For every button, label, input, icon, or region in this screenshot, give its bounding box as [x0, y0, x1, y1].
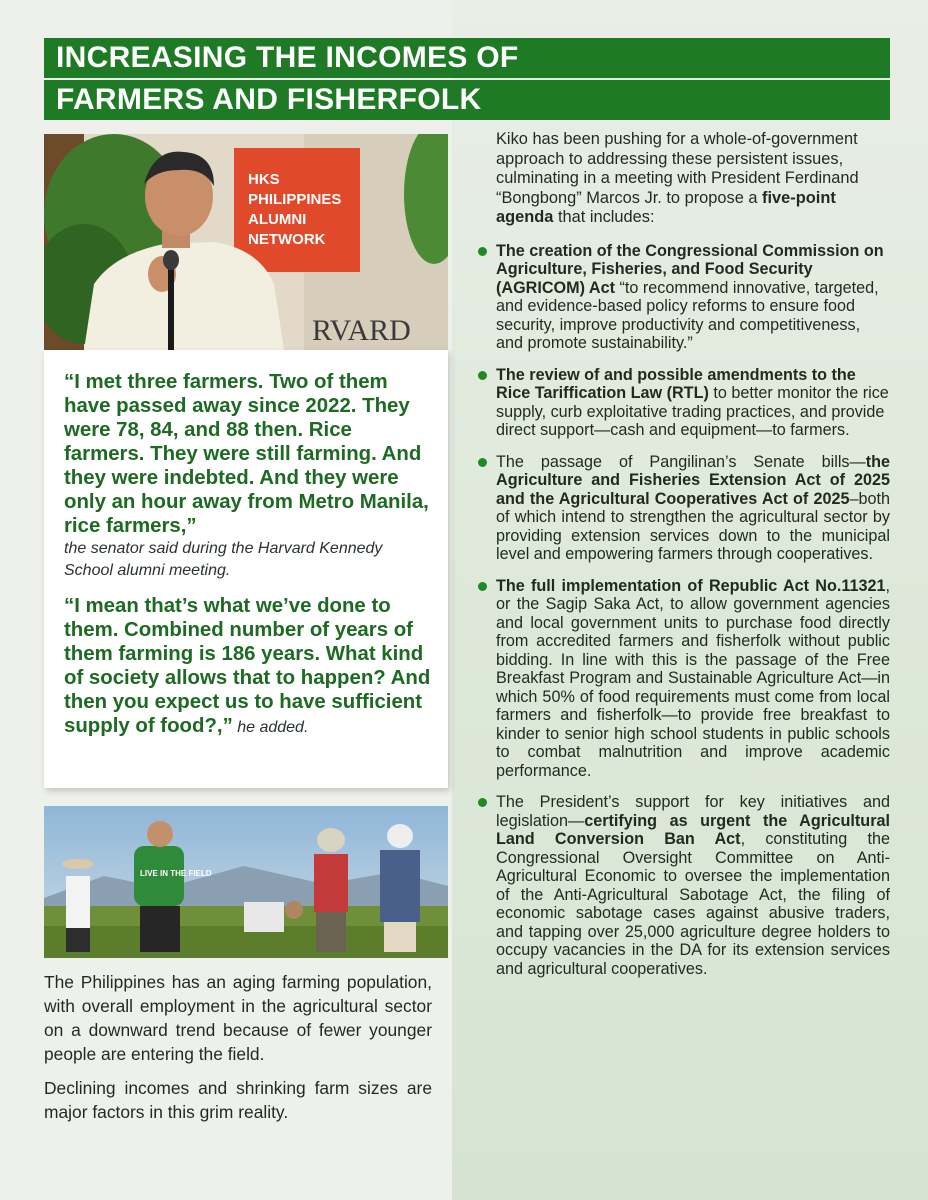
sign-line-3: ALUMNI — [248, 211, 307, 228]
agenda-item — [476, 366, 890, 440]
quote-text-1: “I met three farmers. Two of them have passed away since 2022. They were 78, 84, and 88 then. Rice farmers. They were still farming. And they were indebted. And they were only an hour away from Metro Manila, rice farmers,” — [64, 371, 429, 537]
agenda-item-bold: The creation of the Congressional Commission on Agriculture, Fisheries, and Food Security (AGRICOM) Act — [496, 241, 884, 297]
quote-attribution-2: he added. — [237, 719, 309, 736]
agenda-item-text: , constituting the Congressional Oversight Committee on Anti-Agricultural Economic to oversee the implementation of the Anti-Agricultural Sabotage Act, the filing of economic sabotage cases against abusive traders, and tapping over 25,000 agriculture degree holders to occupy vacancies in the DA for its extension services and agricultural cooperatives. — [496, 830, 890, 978]
quote-card — [44, 350, 448, 788]
page-title-line-1: INCREASING THE INCOMES OF — [44, 38, 890, 78]
left-paragraph-2: Declining incomes and shrinking farm sizes are major factors in this grim reality. — [44, 1078, 432, 1122]
agenda-list — [476, 242, 890, 979]
quote-text-2: “I mean that’s what we’ve done to them. Combined number of years of them farming is 186 years. What kind of society allows that to happen? And then you expect us to have sufficient supply of food?,” — [64, 595, 431, 737]
farmers-illustration — [44, 806, 448, 958]
left-paragraph-1: The Philippines has an aging farming population, with overall employment in the agricultural sector on a downward trend because of fewer younger people are entering the field. — [44, 972, 432, 1064]
agenda-item-text: –both of which intend to strengthen the agricultural sector by providing extension services down to the municipal level and empowering farmers through cooperatives. — [496, 489, 890, 563]
agenda-item-bold: the Agriculture and Fisheries Extension Act of 2025 and the Agricultural Cooperatives Act of 2025 — [496, 452, 890, 508]
speaker-photo — [44, 134, 448, 350]
agenda-item-pre: The President’s support for key initiatives and legislation— — [496, 793, 890, 830]
quote-attribution-1: the senator said during the Harvard Kennedy School alumni meeting. — [64, 540, 383, 579]
farmers-photo — [44, 806, 448, 958]
shirt-text: LIVE IN THE FIELD — [140, 869, 212, 878]
bullet-dot-icon — [478, 371, 487, 380]
speaker-illustration — [44, 134, 448, 350]
agenda-item — [476, 242, 890, 353]
agenda-item — [476, 577, 890, 781]
agenda-item-text: “to recommend innovative, targeted, and evidence-based policy reforms to ensure food security, improve productivity and competitiveness, and promote sustainability.” — [496, 278, 879, 352]
sign-line-2: PHILIPPINES — [248, 191, 342, 208]
page-title-line-2: FARMERS AND FISHERFOLK — [44, 80, 890, 120]
bullet-dot-icon — [478, 458, 487, 467]
agenda-item-text: to better monitor the rice supply, curb exploitative trading practices, and provide direct support—cash and equipment—to farmers. — [496, 384, 889, 439]
sign-line-1: HKS — [248, 171, 280, 188]
agenda-item-bold: The review of and possible amendments to the Rice Tariffication Law (RTL) — [496, 365, 856, 402]
right-column — [476, 130, 890, 991]
sign-line-4: NETWORK — [248, 231, 326, 248]
agenda-item-bold: The full implementation of Republic Act No.11321 — [496, 576, 886, 595]
bullet-dot-icon — [478, 582, 487, 591]
left-body-text — [44, 970, 432, 1134]
intro-text-c: that includes: — [553, 208, 655, 226]
intro-text-a: Kiko has been pushing for a whole-of-government approach to addressing these persistent issues, culminating in a meeting with President Ferdinand “Bongbong” Marcos Jr. to propose a — [496, 130, 859, 207]
agenda-item-pre: The passage of Pangilinan’s Senate bills— — [496, 452, 866, 471]
agenda-item-bold: certifying as urgent the Agricultural Land Conversion Ban Act — [496, 811, 890, 848]
agenda-item-text: , or the Sagip Saka Act, to allow government agencies and local government units to purchase food directly from accredited farmers and fisherfolk without public bidding. In line with this is the passage of the Free Breakfast Program and Sustainable Agriculture Act—in which 50% of food requirements must come from local farmers and fisherfolk—to provide free breakfast to kinder to senior high school students in public schools to combat malnutrition and improve academic performance. — [496, 576, 890, 780]
bullet-dot-icon — [478, 247, 487, 256]
intro-highlight: five-point agenda — [496, 188, 836, 226]
bullet-dot-icon — [478, 798, 487, 807]
intro-paragraph — [496, 130, 890, 228]
agenda-item — [476, 453, 890, 564]
harvard-wall-text: RVARD — [312, 314, 411, 347]
agenda-item — [476, 793, 890, 978]
